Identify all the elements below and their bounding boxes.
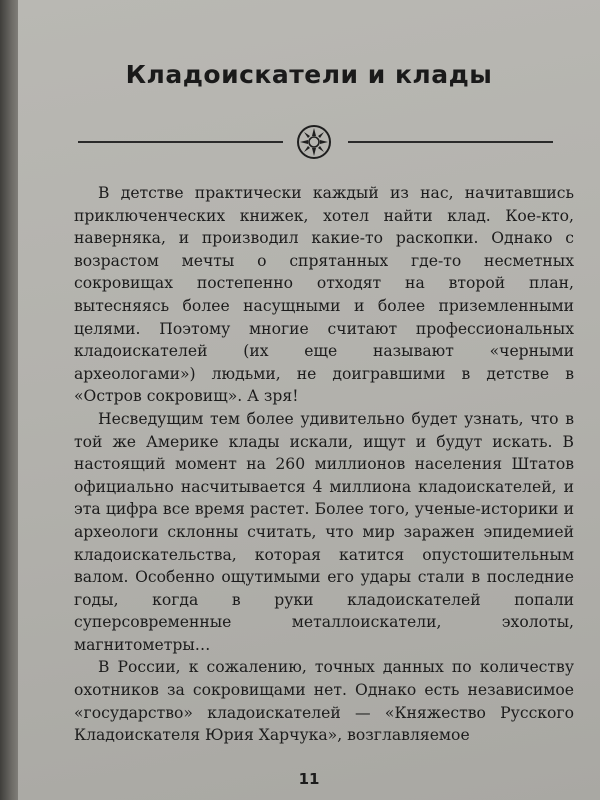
divider-rule-left <box>78 141 283 143</box>
page-number: 11 <box>298 770 320 788</box>
chapter-body <box>74 182 574 747</box>
title-ornament-divider <box>58 122 568 162</box>
paragraph: Несведущим тем более удивительно будет узнать, что в той же Америке клады искали, ищут и будут искать. В настоящий момент на 260 миллионов населения Штатов официально насчитывается 4 миллиона кладоискателей, и эта цифра все время растет. Более того, ученые-историки и археологи склонны считать, что мир заражен эпидемией кладоискательства, которая катится опустошительным валом. Особенно ощутимыми его удары стали в последние годы, когда в руки кладоискателей попали суперсовременные металлоискатели, эхолоты, магнитометры… <box>74 409 574 654</box>
sun-ornament-icon <box>296 124 332 160</box>
paragraph: В детстве практически каждый из нас, начитавшись приключенческих книжек, хотел найти клад. Кое-кто, наверняка, и производил какие-то раскопки. Однако с возрастом мечты о спрятанных где-то несметных сокровищах постепенно отходят на второй план, вытесняясь более насущными и более приземленными целями. Поэтому многие считают профессиональных кладоискателей (их еще называют «черными археологами») людьми, не доигравшими в детстве в «Остров сокровищ». А зря! <box>74 184 574 406</box>
book-spine-shadow <box>0 0 20 800</box>
paragraph: В России, к сожалению, точных данных по количеству охотников за сокровищами нет. Однако есть независимое «государство» кладоискателей — «Княжество Русского Кладоискателя Юрия Харчука», возглавляемое <box>74 658 574 745</box>
book-page <box>18 0 600 800</box>
chapter-title: Кладоискатели и клады <box>125 60 493 89</box>
divider-rule-right <box>348 141 553 143</box>
